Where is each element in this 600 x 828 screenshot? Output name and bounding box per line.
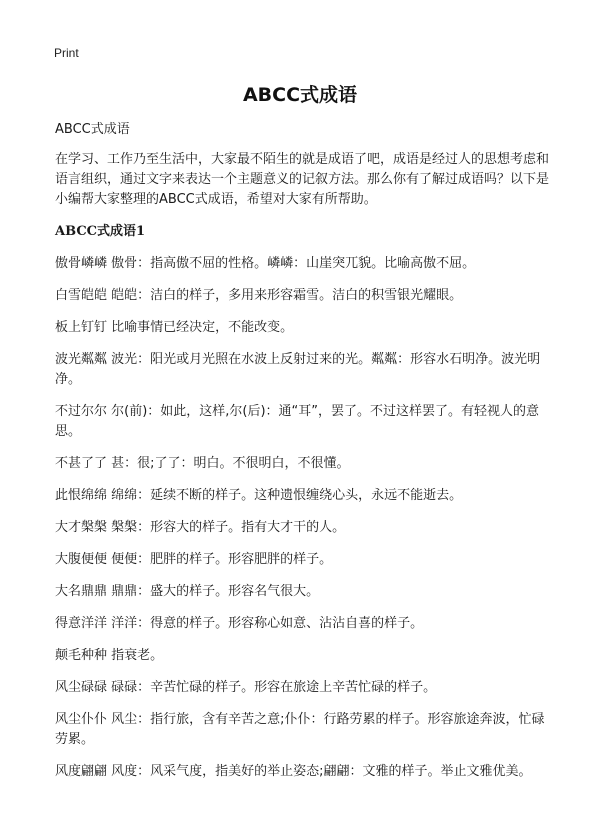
- idiom-entry: 波光粼粼 波光：阳光或月光照在水波上反射过来的光。粼粼：形容水石明净。波光明净。: [55, 352, 541, 387]
- intro-paragraph: 在学习、工作乃至生活中，大家最不陌生的就是成语了吧，成语是经过人的思想考虑和语言组织，通过文字来表达一个主题意义的记叙方法。那么你有了解过成语吗？以下是小编帮大家整理的ABCC式成语，希望对大家有所帮助。: [55, 152, 550, 207]
- article-subtitle: ABCC式成语: [55, 122, 130, 137]
- idiom-entry: 颠毛种种 指衰老。: [55, 648, 164, 663]
- idiom-entry: 傲骨嶙嶙 傲骨：指高傲不屈的性格。嶙嶙：山崖突兀貌。比喻高傲不屈。: [55, 256, 476, 271]
- idiom-entry: 得意洋洋 洋洋：得意的样子。形容称心如意、沾沾自喜的样子。: [55, 616, 424, 631]
- idiom-entry: 大腹便便 便便：肥胖的样子。形容肥胖的样子。: [55, 552, 333, 567]
- idiom-entry: 白雪皑皑 皑皑：洁白的样子，多用来形容霜雪。洁白的积雪银光耀眼。: [55, 288, 463, 303]
- section-heading: ABCC式成语1: [55, 224, 146, 239]
- print-link[interactable]: Print: [54, 46, 79, 60]
- idiom-entry: 风度翩翩 风度：风采气度，指美好的举止姿态;翩翩：文雅的样子。举止文雅优美。: [55, 764, 532, 779]
- idiom-entry: 风尘碌碌 碌碌：辛苦忙碌的样子。形容在旅途上辛苦忙碌的样子。: [55, 680, 437, 695]
- idiom-entry: 此恨绵绵 绵绵：延续不断的样子。这种遗恨缠绕心头，永远不能逝去。: [55, 488, 463, 503]
- idiom-entry: 风尘仆仆 风尘：指行旅，含有辛苦之意;仆仆：行路劳累的样子。形容旅途奔波，忙碌劳累。: [55, 712, 545, 747]
- idiom-entry: 大才槃槃 槃槃：形容大的样子。指有大才干的人。: [55, 520, 346, 535]
- document-body: [55, 120, 553, 794]
- idiom-entry: 不过尔尔 尔(前)：如此，这样,尔(后)：通“耳”，罢了。不过这样罢了。有轻视人的意思。: [55, 404, 540, 439]
- idiom-entry: 大名鼎鼎 鼎鼎：盛大的样子。形容名气很大。: [55, 584, 320, 599]
- idiom-entry: 不甚了了 甚：很;了了：明白。不很明白，不很懂。: [55, 456, 350, 471]
- page-title: ABCC式成语: [242, 84, 358, 106]
- idiom-entry: 板上钉钉 比喻事情已经决定，不能改变。: [55, 320, 294, 335]
